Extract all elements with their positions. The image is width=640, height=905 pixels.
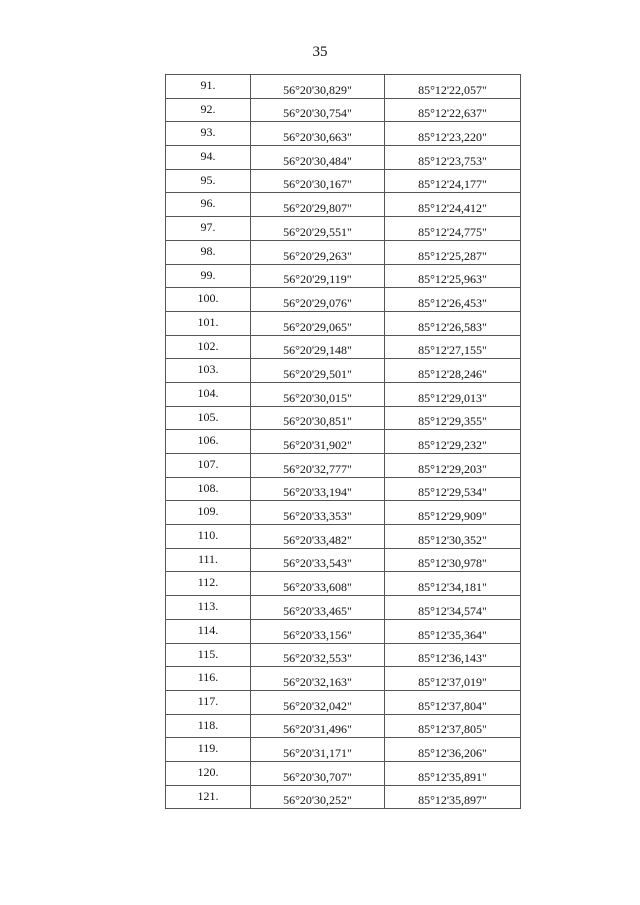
point-number-cell: 116.	[166, 667, 251, 691]
point-number-cell: 114.	[166, 619, 251, 643]
longitude-cell: 85°12'29,232"	[385, 430, 521, 454]
table-row	[166, 288, 521, 312]
longitude-cell: 85°12'37,804"	[385, 690, 521, 714]
longitude-cell: 85°12'23,753"	[385, 146, 521, 170]
table-row	[166, 169, 521, 193]
longitude-cell: 85°12'26,453"	[385, 288, 521, 312]
longitude-cell: 85°12'35,897"	[385, 785, 521, 809]
coordinates-table-body	[166, 75, 521, 809]
point-number-cell: 98.	[166, 240, 251, 264]
point-number-cell: 108.	[166, 477, 251, 501]
longitude-cell: 85°12'22,637"	[385, 98, 521, 122]
point-number-cell: 120.	[166, 761, 251, 785]
table-row	[166, 738, 521, 762]
latitude-cell: 56°20'29,148"	[251, 335, 385, 359]
longitude-cell: 85°12'24,177"	[385, 169, 521, 193]
table-row	[166, 382, 521, 406]
table-row	[166, 690, 521, 714]
table-row	[166, 359, 521, 383]
point-number-cell: 94.	[166, 146, 251, 170]
latitude-cell: 56°20'33,608"	[251, 572, 385, 596]
table-row	[166, 98, 521, 122]
longitude-cell: 85°12'29,013"	[385, 382, 521, 406]
table-row	[166, 596, 521, 620]
longitude-cell: 85°12'37,019"	[385, 667, 521, 691]
latitude-cell: 56°20'30,252"	[251, 785, 385, 809]
latitude-cell: 56°20'29,551"	[251, 217, 385, 241]
point-number-cell: 119.	[166, 738, 251, 762]
point-number-cell: 100.	[166, 288, 251, 312]
longitude-cell: 85°12'29,534"	[385, 477, 521, 501]
point-number-cell: 97.	[166, 217, 251, 241]
longitude-cell: 85°12'29,909"	[385, 501, 521, 525]
latitude-cell: 56°20'31,902"	[251, 430, 385, 454]
point-number-cell: 105.	[166, 406, 251, 430]
table-row	[166, 785, 521, 809]
table-row	[166, 146, 521, 170]
latitude-cell: 56°20'30,015"	[251, 382, 385, 406]
latitude-cell: 56°20'33,465"	[251, 596, 385, 620]
latitude-cell: 56°20'29,076"	[251, 288, 385, 312]
table-row	[166, 643, 521, 667]
table-row	[166, 477, 521, 501]
point-number-cell: 104.	[166, 382, 251, 406]
longitude-cell: 85°12'35,891"	[385, 761, 521, 785]
point-number-cell: 99.	[166, 264, 251, 288]
table-row	[166, 761, 521, 785]
table-row	[166, 548, 521, 572]
latitude-cell: 56°20'30,829"	[251, 75, 385, 99]
latitude-cell: 56°20'33,194"	[251, 477, 385, 501]
table-row	[166, 240, 521, 264]
table-row	[166, 501, 521, 525]
latitude-cell: 56°20'33,543"	[251, 548, 385, 572]
point-number-cell: 91.	[166, 75, 251, 99]
table-row	[166, 572, 521, 596]
longitude-cell: 85°12'28,246"	[385, 359, 521, 383]
table-row	[166, 311, 521, 335]
longitude-cell: 85°12'30,352"	[385, 525, 521, 549]
point-number-cell: 115.	[166, 643, 251, 667]
page-number: 35	[312, 44, 328, 60]
latitude-cell: 56°20'29,263"	[251, 240, 385, 264]
point-number-cell: 96.	[166, 193, 251, 217]
longitude-cell: 85°12'27,155"	[385, 335, 521, 359]
table-row	[166, 335, 521, 359]
point-number-cell: 112.	[166, 572, 251, 596]
longitude-cell: 85°12'30,978"	[385, 548, 521, 572]
longitude-cell: 85°12'36,206"	[385, 738, 521, 762]
point-number-cell: 95.	[166, 169, 251, 193]
point-number-cell: 102.	[166, 335, 251, 359]
point-number-cell: 103.	[166, 359, 251, 383]
longitude-cell: 85°12'23,220"	[385, 122, 521, 146]
latitude-cell: 56°20'30,754"	[251, 98, 385, 122]
longitude-cell: 85°12'24,412"	[385, 193, 521, 217]
point-number-cell: 117.	[166, 690, 251, 714]
point-number-cell: 118.	[166, 714, 251, 738]
point-number-cell: 113.	[166, 596, 251, 620]
latitude-cell: 56°20'29,807"	[251, 193, 385, 217]
latitude-cell: 56°20'32,553"	[251, 643, 385, 667]
table-row	[166, 454, 521, 478]
latitude-cell: 56°20'31,496"	[251, 714, 385, 738]
table-row	[166, 264, 521, 288]
point-number-cell: 107.	[166, 454, 251, 478]
table-row	[166, 525, 521, 549]
point-number-cell: 121.	[166, 785, 251, 809]
longitude-cell: 85°12'34,574"	[385, 596, 521, 620]
latitude-cell: 56°20'32,163"	[251, 667, 385, 691]
coordinates-table	[165, 74, 521, 809]
latitude-cell: 56°20'31,171"	[251, 738, 385, 762]
longitude-cell: 85°12'26,583"	[385, 311, 521, 335]
point-number-cell: 111.	[166, 548, 251, 572]
longitude-cell: 85°12'34,181"	[385, 572, 521, 596]
point-number-cell: 93.	[166, 122, 251, 146]
point-number-cell: 101.	[166, 311, 251, 335]
longitude-cell: 85°12'37,805"	[385, 714, 521, 738]
latitude-cell: 56°20'33,353"	[251, 501, 385, 525]
longitude-cell: 85°12'29,203"	[385, 454, 521, 478]
longitude-cell: 85°12'25,963"	[385, 264, 521, 288]
latitude-cell: 56°20'32,777"	[251, 454, 385, 478]
latitude-cell: 56°20'32,042"	[251, 690, 385, 714]
latitude-cell: 56°20'30,663"	[251, 122, 385, 146]
latitude-cell: 56°20'33,482"	[251, 525, 385, 549]
longitude-cell: 85°12'25,287"	[385, 240, 521, 264]
longitude-cell: 85°12'29,355"	[385, 406, 521, 430]
table-row	[166, 667, 521, 691]
latitude-cell: 56°20'30,484"	[251, 146, 385, 170]
latitude-cell: 56°20'29,065"	[251, 311, 385, 335]
longitude-cell: 85°12'35,364"	[385, 619, 521, 643]
table-row	[166, 217, 521, 241]
point-number-cell: 109.	[166, 501, 251, 525]
latitude-cell: 56°20'33,156"	[251, 619, 385, 643]
longitude-cell: 85°12'22,057"	[385, 75, 521, 99]
table-row	[166, 714, 521, 738]
table-row	[166, 619, 521, 643]
table-row	[166, 122, 521, 146]
latitude-cell: 56°20'30,167"	[251, 169, 385, 193]
table-row	[166, 75, 521, 99]
latitude-cell: 56°20'29,119"	[251, 264, 385, 288]
latitude-cell: 56°20'29,501"	[251, 359, 385, 383]
latitude-cell: 56°20'30,851"	[251, 406, 385, 430]
point-number-cell: 106.	[166, 430, 251, 454]
longitude-cell: 85°12'36,143"	[385, 643, 521, 667]
point-number-cell: 110.	[166, 525, 251, 549]
table-row	[166, 406, 521, 430]
table-row	[166, 430, 521, 454]
latitude-cell: 56°20'30,707"	[251, 761, 385, 785]
table-row	[166, 193, 521, 217]
longitude-cell: 85°12'24,775"	[385, 217, 521, 241]
point-number-cell: 92.	[166, 98, 251, 122]
